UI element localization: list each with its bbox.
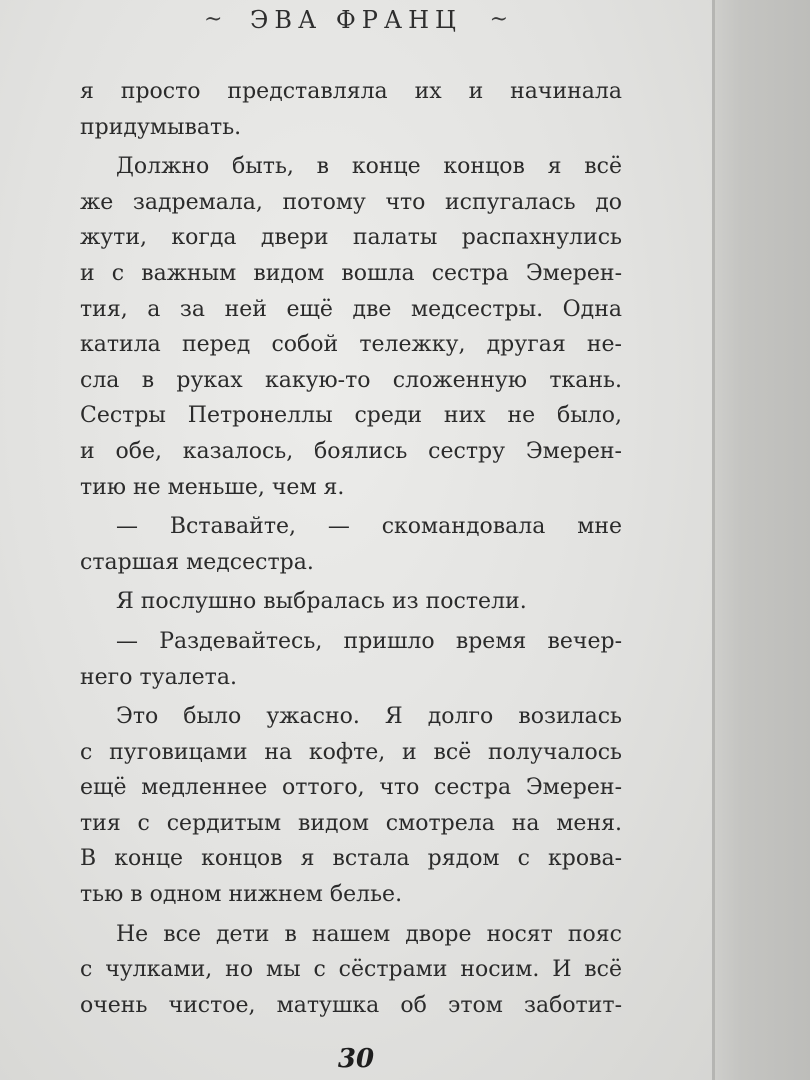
- text-line: же задремала, потому что испугалась до: [80, 189, 622, 215]
- right-ornament-icon: ~: [489, 7, 509, 32]
- text-line: с чулками, но мы с сёстрами носим. И всё: [80, 957, 622, 983]
- page-number: 30: [337, 1044, 375, 1074]
- header-author-name: ЭВА ФРАНЦ: [250, 6, 462, 34]
- left-ornament-icon: ~: [203, 7, 223, 32]
- text-line: я просто представляла их и начинала: [80, 79, 622, 104]
- text-line: — Раздевайтесь, пришло время вечер-: [116, 628, 622, 654]
- text-line: Не все дети в нашем дворе носят пояс: [116, 921, 622, 947]
- text-line: В конце концов я встала рядом с крова-: [80, 846, 622, 872]
- text-line: жути, когда двери палаты распахнулись: [80, 225, 622, 251]
- text-line: тия, а за ней ещё две медсестры. Одна: [80, 296, 622, 322]
- running-header: [0, 6, 712, 34]
- text-line: очень чистое, матушка об этом заботит-: [80, 992, 622, 1018]
- text-line: — Вставайте, — скомандовала мне: [116, 514, 622, 540]
- text-line: него туалета.: [80, 664, 237, 690]
- text-line: Сестры Петронеллы среди них не было,: [80, 403, 622, 429]
- text-line: катила перед собой тележку, другая не-: [80, 332, 622, 358]
- text-line: и обе, казалось, боялись сестру Эмерен-: [80, 438, 622, 464]
- text-line: сла в руках какую-то сложенную ткань.: [80, 367, 622, 393]
- text-line: с пуговицами на кофте, и всё получалось: [80, 739, 622, 765]
- text-line: тию не меньше, чем я.: [80, 474, 345, 500]
- text-line: Это было ужасно. Я долго возилась: [116, 704, 622, 730]
- adjacent-page-edge: [712, 0, 810, 1080]
- text-line: и с важным видом вошла сестра Эмерен-: [80, 260, 622, 286]
- text-line: ещё медленнее оттого, что сестра Эмерен-: [80, 775, 622, 801]
- text-line: тия с сердитым видом смотрела на меня.: [80, 810, 622, 836]
- text-line: Должно быть, в конце концов я всё: [116, 154, 622, 180]
- text-line: придумывать.: [80, 114, 242, 140]
- text-line: старшая медсестра.: [80, 549, 314, 575]
- body-text: [80, 74, 622, 1023]
- text-line: Я послушно выбралась из постели.: [116, 589, 527, 615]
- text-line: тью в одном нижнем белье.: [80, 882, 403, 908]
